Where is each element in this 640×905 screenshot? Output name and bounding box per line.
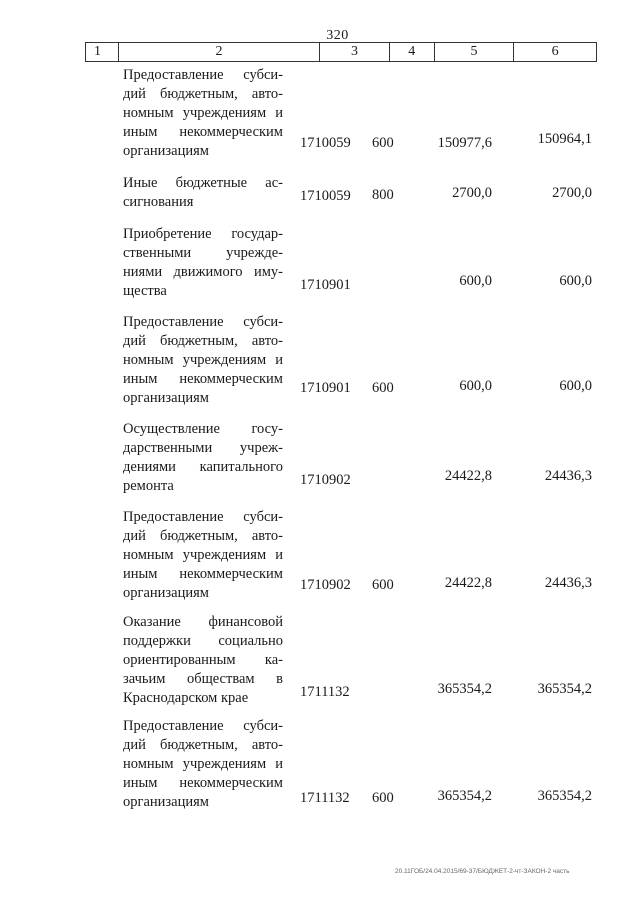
row-code: 1710902 [300,472,351,488]
row-value-6: 600,0 [559,378,592,394]
row-value-6: 600,0 [559,273,592,289]
row-name: Приобретение государ- ственными учрежде- ниями движимого иму- щества [123,226,283,299]
row-code: 1710901 [300,380,351,396]
row-vr: 600 [372,790,394,806]
row-value-6: 24436,3 [544,468,592,484]
header-col-4: 4 [390,43,435,61]
header-col-5: 5 [435,43,515,61]
row-vr: 600 [372,380,394,396]
row-code: 1710059 [300,188,351,204]
row-vr: 800 [372,187,394,203]
row-value-5: 2700,0 [452,185,492,201]
row-value-5: 600,0 [459,378,492,394]
row-value-5: 150977,6 [437,135,492,151]
row-name: Осуществление госу- дарственными учреж- дениями капитального ремонта [123,421,283,494]
page-number: 320 [326,28,349,43]
row-code: 1711132 [300,790,350,806]
row-name: Оказание финансовой поддержки социально ориентированным ка- зачьим обществам в Краснодарском крае [123,614,283,706]
document-footer: 20.11ГОБ/24.04.2015/69-37/БЮДЖЕТ-2-чт-ЗАКОН-2 часть [395,868,570,875]
row-value-6: 24436,3 [544,575,592,591]
row-code: 1710059 [300,135,351,151]
row-vr: 600 [372,577,394,593]
header-col-2: 2 [119,43,320,61]
row-name: Предоставление субси- дий бюджетным, авто- номным учреждениям и иным некоммерческим организациям [123,67,283,159]
row-value-6: 365354,2 [537,788,592,804]
header-col-1: 1 [86,43,119,61]
row-code: 1710902 [300,577,351,593]
header-col-6: 6 [551,44,559,59]
row-name: Предоставление субси- дий бюджетным, авто- номным учреждениям и иным некоммерческим организациям [123,718,283,810]
row-name: Предоставление субси- дий бюджетным, авто- номным учреждениям и иным некоммерческим организациям [123,314,283,406]
table-header-row [85,42,597,62]
header-col-3: 3 [320,43,390,61]
row-value-6: 150964,1 [537,131,592,147]
row-name: Иные бюджетные ас- сигнования [123,175,283,210]
row-code: 1711132 [300,684,350,700]
row-vr: 600 [372,135,394,151]
row-code: 1710901 [300,277,351,293]
row-value-6: 2700,0 [552,185,592,201]
row-value-5: 24422,8 [444,575,492,591]
row-value-5: 600,0 [459,273,492,289]
row-value-5: 365354,2 [437,681,492,697]
row-name: Предоставление субси- дий бюджетным, авто- номным учреждениям и иным некоммерческим организациям [123,509,283,601]
row-value-5: 365354,2 [437,788,492,804]
row-value-5: 24422,8 [444,468,492,484]
row-value-6: 365354,2 [537,681,592,697]
